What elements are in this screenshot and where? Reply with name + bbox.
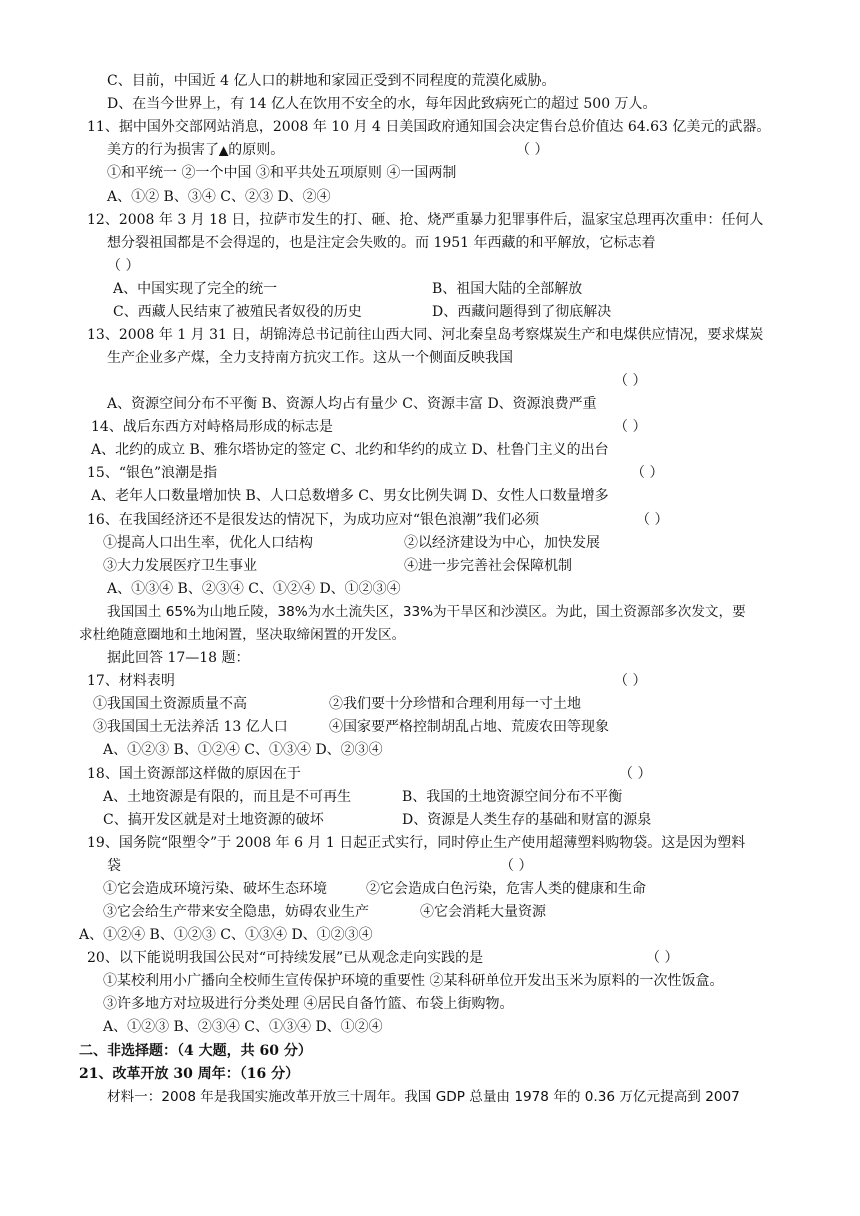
q12-option-a: A、中国实现了完全的统一 xyxy=(113,281,278,297)
q15-stem: 15、“银色”浪潮是指 xyxy=(87,465,218,481)
q20-answer-paren: （ ） xyxy=(646,950,679,966)
q12-stem-line1: 12、2008 年 3 月 18 日，拉萨市发生的打、砸、抢、烧严重暴力犯罪事件后，温家宝总理再次重申：任何人 xyxy=(87,212,764,228)
q20-items-line1: ①某校利用小广播向全校师生宣传保护环境的重要性 ②某科研单位开发出玉米为原料的一次性饭盒。 xyxy=(103,973,724,989)
q20-stem: 20、以下能说明我国公民对“可持续发展”已从观念走向实践的是 xyxy=(87,950,484,966)
q17-item-1: ①我国国土资源质量不高 xyxy=(93,696,247,712)
q16-answer-paren: （ ） xyxy=(636,512,669,528)
material-line1: 我国国土 65%为山地丘陵，38%为水土流失区，33%为干旱区和沙漠区。为此，国土资源部多次发文，要 xyxy=(107,604,746,620)
q21-heading: 21、改革开放 30 周年：（16 分） xyxy=(79,1066,300,1082)
q13-stem-line1: 13、2008 年 1 月 31 日，胡锦涛总书记前往山西大同、河北秦皇岛考察煤炭生产和电煤供应情况，要求煤炭 xyxy=(87,327,764,343)
material-line2: 求杜绝随意圈地和土地闲置，坚决取缔闲置的开发区。 xyxy=(79,627,406,643)
material-instruction: 据此回答 17—18 题： xyxy=(107,650,250,666)
q12-option-c: C、西藏人民结束了被殖民者奴役的历史 xyxy=(113,304,362,320)
q19-item-1: ①它会造成环境污染、破坏生态环境 xyxy=(103,881,327,897)
q10-option-d: D、在当今世界上，有 14 亿人在饮用不安全的水，每年因此致病死亡的超过 500 万人。 xyxy=(107,96,657,112)
q19-item-3: ③它会给生产带来安全隐患，妨碍农业生产 xyxy=(103,904,369,920)
q11-stem-line2 xyxy=(107,140,284,160)
q12-answer-paren: （ ） xyxy=(107,258,140,274)
q20-options: A、①②③ B、②③④ C、①③④ D、①②④ xyxy=(103,1019,383,1035)
q14-answer-paren: （ ） xyxy=(614,419,647,435)
q14-options: A、北约的成立 B、雅尔塔协定的签定 C、北约和华约的成立 D、杜鲁门主义的出台 xyxy=(91,442,609,458)
answer-blank-triangle: ▲ xyxy=(219,143,229,157)
q17-options: A、①②③ B、①②④ C、①③④ D、②③④ xyxy=(103,742,383,758)
q18-option-b: B、我国的土地资源空间分布不平衡 xyxy=(402,789,623,805)
q16-item-2: ②以经济建设为中心，加快发展 xyxy=(404,535,600,551)
q18-option-a: A、土地资源是有限的，而且是不可再生 xyxy=(103,789,352,805)
q19-item-2: ②它会造成白色污染，危害人类的健康和生命 xyxy=(366,881,646,897)
q12-option-b: B、祖国大陆的全部解放 xyxy=(432,281,583,297)
q11-stem-line1: 11、据中国外交部网站消息，2008 年 10 月 4 日美国政府通知国会决定售台总价值达 64.63 亿美元的武器。 xyxy=(87,119,771,135)
q19-stem-line1: 19、国务院“限塑令”于 2008 年 6 月 1 日起正式实行，同时停止生产使用超薄塑料购物袋。这是因为塑料 xyxy=(87,835,746,851)
q17-item-3: ③我国国土无法养活 13 亿人口 xyxy=(93,719,288,735)
q10-option-c: C、目前，中国近 4 亿人口的耕地和家园正受到不同程度的荒漠化威胁。 xyxy=(107,73,556,89)
q16-options: A、①③④ B、②③④ C、①②④ D、①②③④ xyxy=(107,581,401,597)
q16-item-3: ③大力发展医疗卫生事业 xyxy=(103,558,257,574)
q20-items-line2: ③许多地方对垃圾进行分类处理 ④居民自备竹篮、布袋上街购物。 xyxy=(103,996,514,1012)
q13-answer-paren: （ ） xyxy=(614,373,647,389)
q17-stem: 17、材料表明 xyxy=(87,673,175,689)
q13-options: A、资源空间分布不平衡 B、资源人均占有量少 C、资源丰富 D、资源浪费严重 xyxy=(107,396,597,412)
q15-answer-paren: （ ） xyxy=(631,465,664,481)
q11-answer-paren: （ ） xyxy=(516,142,549,158)
q11-items: ①和平统一 ②一个中国 ③和平共处五项原则 ④一国两制 xyxy=(107,165,457,181)
q12-stem-line2: 想分裂祖国都是不会得逞的，也是注定会失败的。而 1951 年西藏的和平解放，它标志着 xyxy=(107,235,656,251)
section-heading: 二、非选择题：（4 大题，共 60 分） xyxy=(79,1043,312,1059)
q19-options: A、①②④ B、①②③ C、①③④ D、①②③④ xyxy=(79,927,373,943)
q19-item-4: ④它会消耗大量资源 xyxy=(420,904,546,920)
q13-stem-line2: 生产企业多产煤，全力支持南方抗灾工作。这从一个侧面反映我国 xyxy=(107,350,513,366)
q16-item-1: ①提高人口出生率，优化人口结构 xyxy=(103,535,313,551)
q18-answer-paren: （ ） xyxy=(619,766,652,782)
q11-options: A、①② B、③④ C、②③ D、②④ xyxy=(107,189,331,205)
q11-stem-part2: 的原则。 xyxy=(228,142,285,158)
q17-answer-paren: （ ） xyxy=(614,673,647,689)
q17-item-2: ②我们要十分珍惜和合理利用每一寸土地 xyxy=(329,696,581,712)
q14-stem: 14、战后东西方对峙格局形成的标志是 xyxy=(91,419,333,435)
q18-option-d: D、资源是人类生存的基础和财富的源泉 xyxy=(402,812,652,828)
q18-stem: 18、国土资源部这样做的原因在于 xyxy=(87,766,301,782)
q18-option-c: C、搞开发区就是对土地资源的破坏 xyxy=(103,812,324,828)
q16-stem: 16、在我国经济还不是很发达的情况下，为成功应对“银色浪潮”我们必须 xyxy=(87,512,540,528)
q19-stem-line2: 袋 xyxy=(107,858,121,874)
q17-item-4: ④国家要严格控制胡乱占地、荒废农田等现象 xyxy=(329,719,609,735)
q12-option-d: D、西藏问题得到了彻底解决 xyxy=(432,304,612,320)
q16-item-4: ④进一步完善社会保障机制 xyxy=(404,558,572,574)
q15-options: A、老年人口数量增加快 B、人口总数增多 C、男女比例失调 D、女性人口数量增多 xyxy=(91,488,609,504)
q11-stem-part1: 美方的行为损害了 xyxy=(107,142,219,158)
q21-material-line1: 材料一：2008 年是我国实施改革开放三十周年。我国 GDP 总量由 1978 年的 0.36 万亿元提高到 2007 xyxy=(107,1089,740,1105)
q19-answer-paren: （ ） xyxy=(500,858,533,874)
